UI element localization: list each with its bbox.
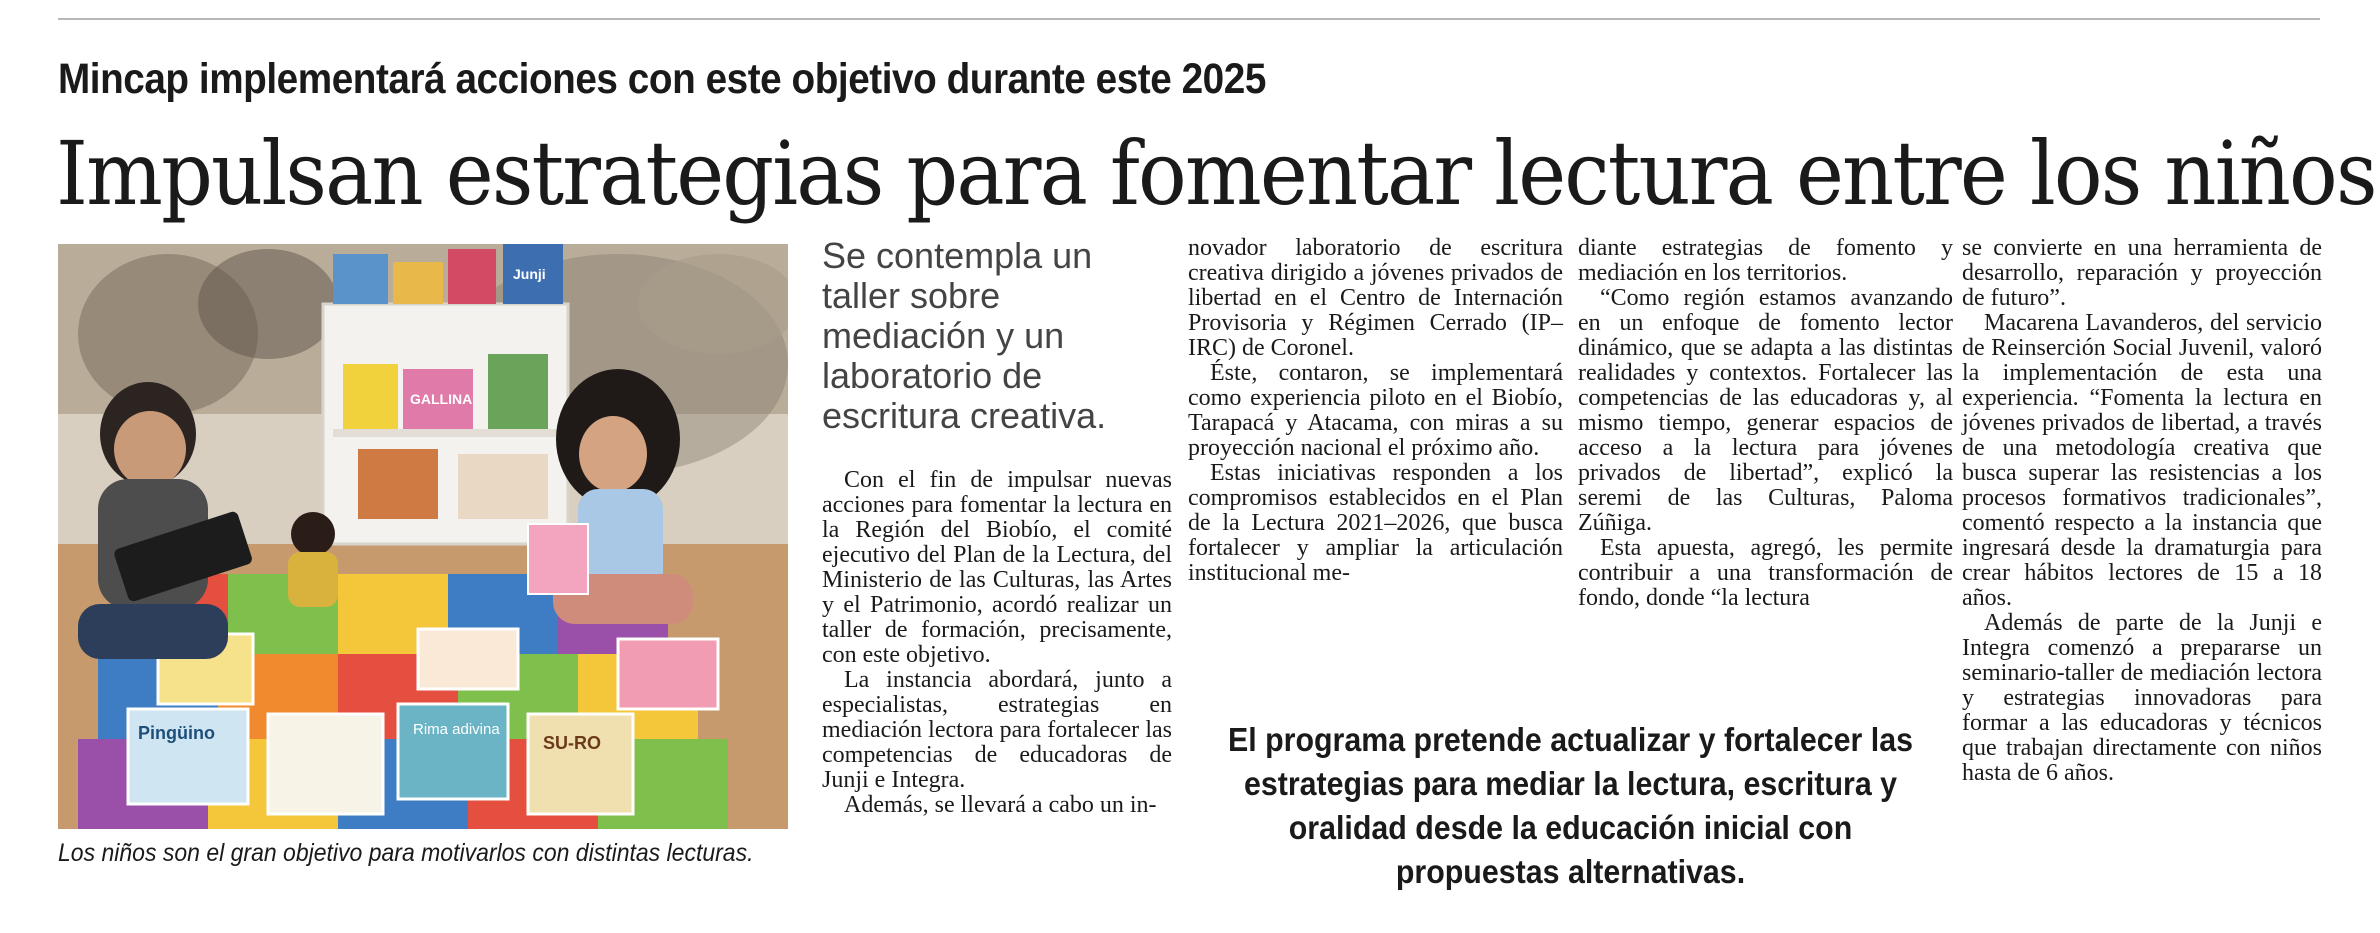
paragraph: La instancia abordará, junto a especialistas, estrategias en mediación lectora para fortalecer las competencias de educadoras de Junji e Integra. (822, 667, 1172, 793)
paragraph: Esta apuesta, agregó, les permite contribuir a una transformación de fondo, donde “la lectura (1578, 535, 1953, 611)
paragraph: novador laboratorio de escritura creativa dirigido a jóvenes privados de libertad en el Centro de Internación Provisoria y Régimen Cerrado (IP–IRC) de Coronel. (1188, 235, 1563, 361)
book-title-pinguino: Pingüino (138, 723, 215, 743)
body-column-3 (1578, 236, 1953, 611)
paragraph: Además de parte de la Junji e Integra comenzó a prepararse un seminario-taller de mediación lectora y estrategias innovadoras para formar a las educadoras y técnicos que trabajan directamente con niños hasta de 6 años. (1962, 610, 2322, 786)
book-title-suro: SU-RO (543, 733, 601, 753)
subtitle: Se contempla un taller sobre mediación y un laboratorio de escritura creativa. (822, 235, 1107, 436)
article-photo (58, 244, 788, 829)
kicker: Mincap implementará acciones con este objetivo durante este 2025 (58, 55, 1266, 103)
paragraph: Estas iniciativas responden a los compromisos establecidos en el Plan de la Lectura 2021–2026, que busca fortalecer y ampliar la articulación institucional me- (1188, 460, 1563, 586)
book-title-gallina: GALLINA (410, 391, 473, 407)
paragraph: Además, se llevará a cabo un in- (844, 792, 1157, 818)
body-column-4 (1962, 236, 2322, 786)
book-title-rima: Rima adivina (413, 721, 500, 738)
body-column-1 (822, 468, 1172, 818)
paragraph: Con el fin de impulsar nuevas acciones para fomentar la lectura en la Región del Biobío, el comité ejecutivo del Plan de la Lectura, del Ministerio de las Culturas, las Artes y el Patrimonio, acordó realizar un taller de formación, precisamente, con este objetivo. (822, 467, 1172, 668)
paragraph: Éste, contaron, se implementará como experiencia piloto en el Biobío, Tarapacá y Atacama, con miras a su proyección nacional el próximo año. (1188, 360, 1563, 461)
pull-quote: El programa pretende actualizar y fortalecer las estrategias para mediar la lectura, escritura y oralidad desde la educación inicial con propuestas alternativas. (1227, 721, 1914, 890)
paragraph: “Como región estamos avanzando en un enfoque de fomento lector dinámico, que se adapta a las distintas realidades y contextos. Fortalecer las competencias de las educadoras y, al mismo tiempo, generar espacios de acceso a la lectura para jóvenes privados de libertad”, explicó la seremi de las Culturas, Paloma Zúñiga. (1578, 285, 1953, 536)
paragraph: Macarena Lavanderos, del servicio de Reinserción Social Juvenil, valoró la implementación de esta una experiencia. “Fomenta la lectura en jóvenes privados de libertad, a través de una metodología creativa que busca superar las resistencias a los procesos formativos tradicionales”, comentó respecto a la instancia que ingresará desde la dramaturgia para crear hábitos lectores de 15 a 18 años. (1962, 310, 2322, 611)
top-rule (58, 18, 2320, 20)
photo-caption: Los niños son el gran objetivo para motivarlos con distintas lecturas. (58, 839, 754, 867)
paragraph: diante estrategias de fomento y mediación en los territorios. (1578, 235, 1953, 286)
headline: Impulsan estrategias para fomentar lectura entre los niños (56, 122, 2376, 225)
paragraph: se convierte en una herramienta de desarrollo, reparación y proyección de futuro”. (1962, 235, 2322, 311)
book-title-junji: Junji (513, 266, 546, 282)
body-column-2 (1188, 236, 1563, 586)
